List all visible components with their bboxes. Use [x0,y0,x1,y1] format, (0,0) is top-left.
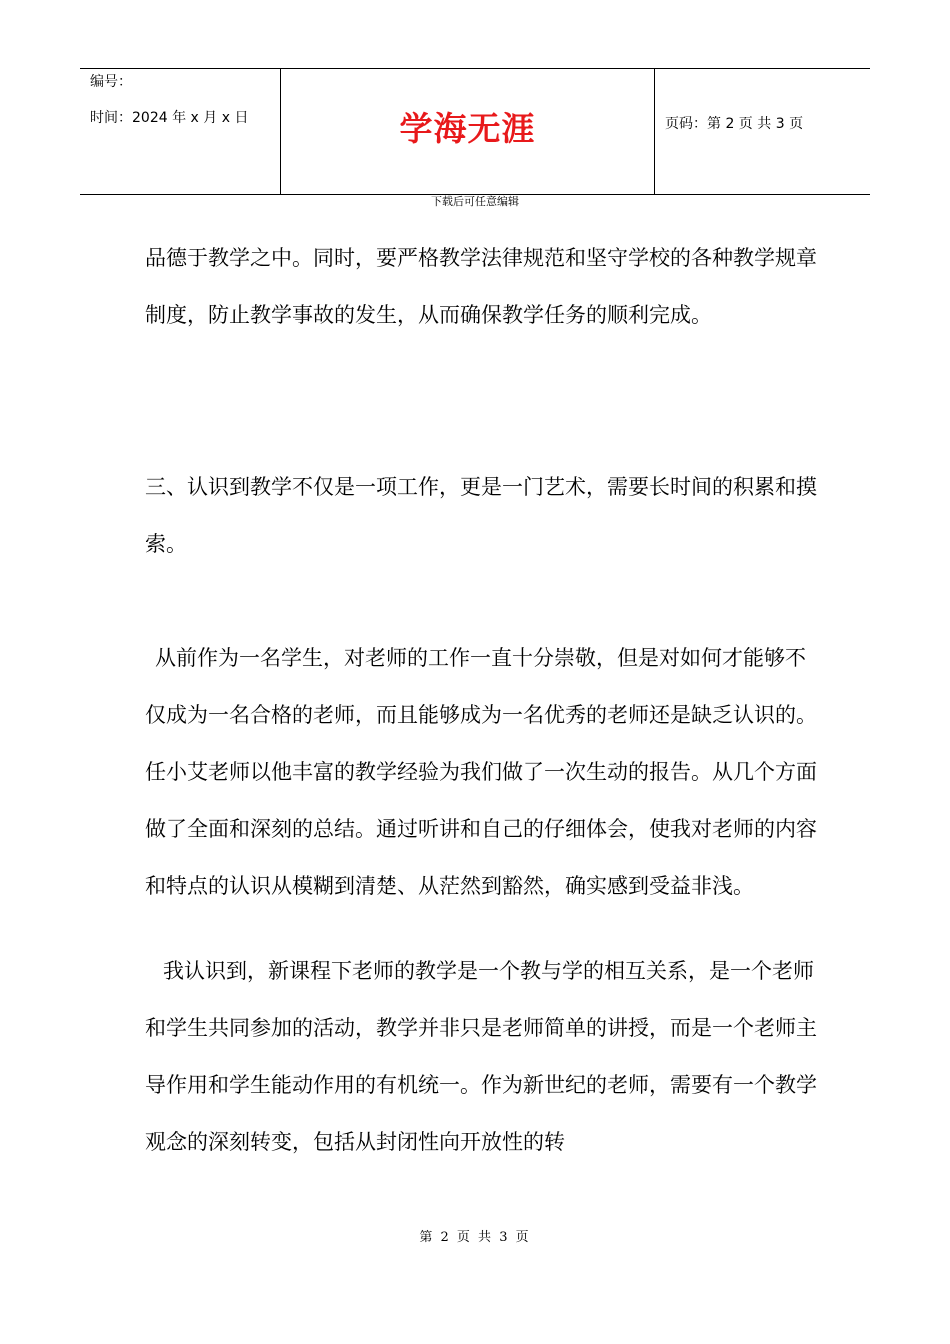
header-left-cell [80,69,280,194]
page-footer: 第 2 页 共 3 页 [419,1230,531,1245]
header-right-cell [655,69,870,194]
page-number-label: 页码：第 2 页 共 3 页 [665,116,804,132]
edit-notice: 下载后可任意编辑 [431,195,519,208]
document-header [80,68,870,195]
paragraph-2: 从前作为一名学生，对老师的工作一直十分崇敬，但是对如何才能够不仅成为一名合格的老师，而且能够成为一名优秀的老师还是缺乏认识的。任小艾老师以他丰富的教学经验为我们做了一次生动的报告。从几个方面做了全面和深刻的总结。通过听讲和自己的仔细体会，使我对老师的内容和特点的认识从模糊到清楚、从茫然到豁然，确实感到受益非浅。 [145,646,817,898]
serial-number-label: 编号： [90,74,132,90]
section-heading-3: 三、认识到教学不仅是一项工作，更是一门艺术，需要长时间的积累和摸索。 [145,475,817,556]
brand-title: 学海无涯 [399,109,536,148]
header-center-cell [280,69,655,194]
date-label: 时间：2024 年 x 月 x 日 [90,110,249,126]
paragraph-1: 品德于教学之中。同时，要严格教学法律规范和坚守学校的各种教学规章制度，防止教学事故的发生，从而确保教学任务的顺利完成。 [145,246,817,327]
paragraph-3: 我认识到，新课程下老师的教学是一个教与学的相互关系，是一个老师和学生共同参加的活动，教学并非只是老师简单的讲授，而是一个老师主导作用和学生能动作用的有机统一。作为新世纪的老师，需要有一个教学观念的深刻转变，包括从封闭性向开放性的转 [145,959,817,1154]
